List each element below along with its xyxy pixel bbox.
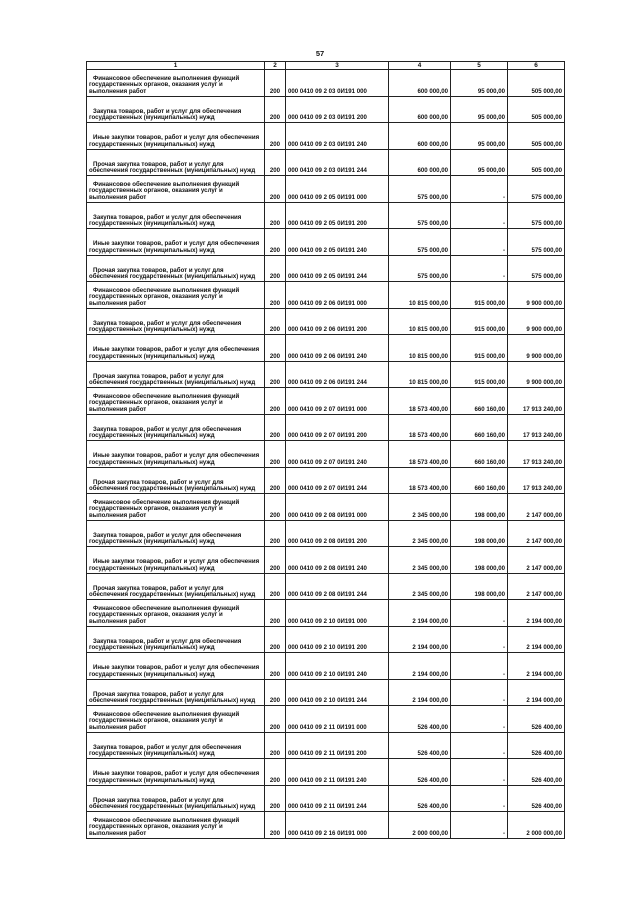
row-executed-cell: 95 000,00 [451, 123, 508, 150]
row-name-cell [87, 759, 265, 786]
row-code-cell: 200 [265, 308, 286, 335]
row-kbk-cell: 000 0410 09 2 03 0И191 200 [286, 96, 389, 123]
row-name-cell [87, 255, 265, 282]
row-plan-cell: 2 194 000,00 [389, 653, 451, 680]
page-number: 57 [315, 49, 325, 58]
column-header-plan: 4 [389, 62, 451, 70]
row-executed-cell: 915 000,00 [451, 282, 508, 309]
row-plan-cell: 526 400,00 [389, 706, 451, 733]
table-row [87, 520, 565, 547]
row-name-text: Закупка товаров, работ и услуг для обеспечения государственных (муниципальных) нужд [89, 213, 242, 228]
row-remainder-cell: 9 900 000,00 [508, 282, 565, 309]
row-plan-cell: 18 573 400,00 [389, 388, 451, 415]
table-row [87, 202, 565, 229]
table-row [87, 494, 565, 521]
row-remainder-cell: 2 147 000,00 [508, 494, 565, 521]
row-name-cell [87, 706, 265, 733]
row-code-cell: 200 [265, 759, 286, 786]
row-code-cell: 200 [265, 494, 286, 521]
row-kbk-cell: 000 0410 09 2 08 0И191 240 [286, 547, 389, 574]
row-name-text: Финансовое обеспечение выполнения функций государственных органов, оказания услуг и выполнения работ [89, 710, 240, 731]
row-remainder-cell: 575 000,00 [508, 255, 565, 282]
row-kbk-cell: 000 0410 09 2 07 0И191 000 [286, 388, 389, 415]
row-plan-cell: 575 000,00 [389, 255, 451, 282]
table-row [87, 335, 565, 362]
column-header-name: 1 [87, 62, 265, 70]
row-code-cell: 200 [265, 812, 286, 839]
row-name-text: Иные закупки товаров, работ и услуг для обеспечения государственных (муниципальных) нужд [89, 664, 260, 678]
row-executed-cell: 95 000,00 [451, 96, 508, 123]
row-name-text: Прочая закупка товаров, работ и услуг для обеспечения государственных (муниципальных) нужд [89, 478, 256, 493]
row-remainder-cell: 2 194 000,00 [508, 653, 565, 680]
row-code-cell: 200 [265, 785, 286, 812]
row-plan-cell: 18 573 400,00 [389, 467, 451, 494]
table-row [87, 255, 565, 282]
row-name-cell [87, 96, 265, 123]
row-code-cell: 200 [265, 626, 286, 653]
row-name-cell [87, 229, 265, 256]
row-remainder-cell: 575 000,00 [508, 202, 565, 229]
row-executed-cell: 660 160,00 [451, 441, 508, 468]
row-kbk-cell: 000 0410 09 2 05 0И191 240 [286, 229, 389, 256]
row-name-cell [87, 520, 265, 547]
row-name-cell [87, 494, 265, 521]
row-kbk-cell: 000 0410 09 2 07 0И191 240 [286, 441, 389, 468]
row-plan-cell: 18 573 400,00 [389, 441, 451, 468]
row-name-cell [87, 149, 265, 176]
row-executed-cell: 95 000,00 [451, 70, 508, 97]
row-kbk-cell: 000 0410 09 2 07 0И191 244 [286, 467, 389, 494]
row-kbk-cell: 000 0410 09 2 10 0И191 200 [286, 626, 389, 653]
row-name-text: Финансовое обеспечение выполнения функций государственных органов, оказания услуг и выполнения работ [89, 604, 240, 625]
row-name-text: Закупка товаров, работ и услуг для обеспечения государственных (муниципальных) нужд [89, 425, 242, 440]
row-plan-cell: 2 194 000,00 [389, 626, 451, 653]
row-kbk-cell: 000 0410 09 2 08 0И191 244 [286, 573, 389, 600]
row-executed-cell: - [451, 812, 508, 839]
row-code-cell: 200 [265, 732, 286, 759]
row-name-text: Финансовое обеспечение выполнения функций государственных органов, оказания услуг и выполнения работ [89, 286, 240, 307]
row-remainder-cell: 17 913 240,00 [508, 441, 565, 468]
row-remainder-cell: 9 900 000,00 [508, 361, 565, 388]
row-code-cell: 200 [265, 414, 286, 441]
row-code-cell: 200 [265, 361, 286, 388]
table-row [87, 600, 565, 627]
table-row [87, 96, 565, 123]
row-executed-cell: 198 000,00 [451, 547, 508, 574]
row-plan-cell: 526 400,00 [389, 785, 451, 812]
row-executed-cell: - [451, 706, 508, 733]
row-executed-cell: - [451, 653, 508, 680]
row-kbk-cell: 000 0410 09 2 06 0И191 240 [286, 335, 389, 362]
table-row [87, 732, 565, 759]
row-name-text: Иные закупки товаров, работ и услуг для обеспечения государственных (муниципальных) нужд [89, 346, 260, 360]
row-name-text: Финансовое обеспечение выполнения функций государственных органов, оказания услуг и выполнения работ [89, 498, 240, 519]
row-remainder-cell: 2 194 000,00 [508, 679, 565, 706]
row-code-cell: 200 [265, 573, 286, 600]
row-executed-cell: - [451, 732, 508, 759]
row-name-text: Прочая закупка товаров, работ и услуг для обеспечения государственных (муниципальных) нужд [89, 266, 256, 281]
table-row [87, 388, 565, 415]
table-row [87, 626, 565, 653]
row-name-cell [87, 388, 265, 415]
row-executed-cell: - [451, 626, 508, 653]
row-name-text: Иные закупки товаров, работ и услуг для обеспечения государственных (муниципальных) нужд [89, 240, 260, 254]
row-remainder-cell: 526 400,00 [508, 706, 565, 733]
row-code-cell: 200 [265, 600, 286, 627]
row-plan-cell: 526 400,00 [389, 759, 451, 786]
table-row [87, 759, 565, 786]
row-kbk-cell: 000 0410 09 2 07 0И191 200 [286, 414, 389, 441]
table-row [87, 679, 565, 706]
row-kbk-cell: 000 0410 09 2 11 0И191 000 [286, 706, 389, 733]
row-name-cell [87, 123, 265, 150]
row-plan-cell: 575 000,00 [389, 176, 451, 203]
table-row [87, 573, 565, 600]
row-kbk-cell: 000 0410 09 2 05 0И191 000 [286, 176, 389, 203]
row-code-cell: 200 [265, 653, 286, 680]
row-name-cell [87, 547, 265, 574]
row-plan-cell: 2 345 000,00 [389, 573, 451, 600]
row-name-cell [87, 70, 265, 97]
row-name-text: Закупка товаров, работ и услуг для обеспечения государственных (муниципальных) нужд [89, 743, 242, 758]
row-plan-cell: 10 815 000,00 [389, 308, 451, 335]
row-remainder-cell: 17 913 240,00 [508, 414, 565, 441]
row-remainder-cell: 2 147 000,00 [508, 520, 565, 547]
row-executed-cell: - [451, 229, 508, 256]
row-name-text: Финансовое обеспечение выполнения функций государственных органов, оказания услуг и выполнения работ [89, 392, 240, 413]
row-remainder-cell: 526 400,00 [508, 785, 565, 812]
row-executed-cell: - [451, 679, 508, 706]
row-name-cell [87, 626, 265, 653]
column-header-executed: 5 [451, 62, 508, 70]
row-plan-cell: 600 000,00 [389, 96, 451, 123]
row-name-cell [87, 202, 265, 229]
row-remainder-cell: 17 913 240,00 [508, 467, 565, 494]
row-code-cell: 200 [265, 96, 286, 123]
row-remainder-cell: 505 000,00 [508, 123, 565, 150]
row-kbk-cell: 000 0410 09 2 08 0И191 200 [286, 520, 389, 547]
row-executed-cell: 915 000,00 [451, 361, 508, 388]
row-name-text: Финансовое обеспечение выполнения функций государственных органов, оказания услуг и выполнения работ [89, 816, 240, 837]
row-remainder-cell: 505 000,00 [508, 149, 565, 176]
row-executed-cell: 95 000,00 [451, 149, 508, 176]
row-name-text: Прочая закупка товаров, работ и услуг для обеспечения государственных (муниципальных) нужд [89, 796, 256, 811]
row-remainder-cell: 17 913 240,00 [508, 388, 565, 415]
row-executed-cell: - [451, 785, 508, 812]
row-remainder-cell: 575 000,00 [508, 176, 565, 203]
row-executed-cell: 198 000,00 [451, 573, 508, 600]
table-row [87, 706, 565, 733]
row-code-cell: 200 [265, 441, 286, 468]
table-row [87, 229, 565, 256]
row-plan-cell: 2 345 000,00 [389, 547, 451, 574]
row-plan-cell: 600 000,00 [389, 70, 451, 97]
row-plan-cell: 2 345 000,00 [389, 520, 451, 547]
row-executed-cell: - [451, 759, 508, 786]
table-row [87, 653, 565, 680]
column-header-code: 2 [265, 62, 286, 70]
row-executed-cell: 660 160,00 [451, 467, 508, 494]
row-code-cell: 200 [265, 149, 286, 176]
row-remainder-cell: 526 400,00 [508, 759, 565, 786]
row-plan-cell: 10 815 000,00 [389, 282, 451, 309]
row-kbk-cell: 000 0410 09 2 11 0И191 244 [286, 785, 389, 812]
row-name-text: Прочая закупка товаров, работ и услуг для обеспечения государственных (муниципальных) нужд [89, 584, 256, 599]
row-executed-cell: - [451, 202, 508, 229]
table-row [87, 785, 565, 812]
row-executed-cell: - [451, 176, 508, 203]
row-remainder-cell: 2 194 000,00 [508, 600, 565, 627]
row-code-cell: 200 [265, 255, 286, 282]
row-name-cell [87, 573, 265, 600]
row-name-text: Прочая закупка товаров, работ и услуг для обеспечения государственных (муниципальных) нужд [89, 690, 256, 705]
row-kbk-cell: 000 0410 09 2 10 0И191 244 [286, 679, 389, 706]
row-executed-cell: 915 000,00 [451, 308, 508, 335]
row-name-cell [87, 176, 265, 203]
row-executed-cell: - [451, 255, 508, 282]
budget-execution-table [86, 61, 565, 839]
row-name-cell [87, 467, 265, 494]
row-name-cell [87, 282, 265, 309]
row-plan-cell: 10 815 000,00 [389, 361, 451, 388]
column-header-kbk: 3 [286, 62, 389, 70]
row-name-text: Финансовое обеспечение выполнения функций государственных органов, оказания услуг и выполнения работ [89, 180, 240, 201]
row-name-cell [87, 308, 265, 335]
row-code-cell: 200 [265, 467, 286, 494]
row-kbk-cell: 000 0410 09 2 11 0И191 240 [286, 759, 389, 786]
row-name-text: Прочая закупка товаров, работ и услуг для обеспечения государственных (муниципальных) нужд [89, 372, 256, 387]
row-name-text: Иные закупки товаров, работ и услуг для обеспечения государственных (муниципальных) нужд [89, 558, 260, 572]
column-header-remainder: 6 [508, 62, 565, 70]
row-kbk-cell: 000 0410 09 2 06 0И191 000 [286, 282, 389, 309]
row-name-cell [87, 361, 265, 388]
row-code-cell: 200 [265, 282, 286, 309]
row-kbk-cell: 000 0410 09 2 06 0И191 244 [286, 361, 389, 388]
row-name-text: Закупка товаров, работ и услуг для обеспечения государственных (муниципальных) нужд [89, 531, 242, 546]
row-name-text: Закупка товаров, работ и услуг для обеспечения государственных (муниципальных) нужд [89, 637, 242, 652]
row-name-cell [87, 600, 265, 627]
row-name-cell [87, 335, 265, 362]
row-plan-cell: 575 000,00 [389, 229, 451, 256]
row-plan-cell: 600 000,00 [389, 149, 451, 176]
table-row [87, 149, 565, 176]
table-row [87, 70, 565, 97]
row-code-cell: 200 [265, 520, 286, 547]
row-remainder-cell: 505 000,00 [508, 96, 565, 123]
row-kbk-cell: 000 0410 09 2 03 0И191 000 [286, 70, 389, 97]
row-kbk-cell: 000 0410 09 2 05 0И191 244 [286, 255, 389, 282]
row-remainder-cell: 2 147 000,00 [508, 547, 565, 574]
row-code-cell: 200 [265, 547, 286, 574]
row-plan-cell: 2 194 000,00 [389, 600, 451, 627]
row-kbk-cell: 000 0410 09 2 10 0И191 000 [286, 600, 389, 627]
row-kbk-cell: 000 0410 09 2 10 0И191 240 [286, 653, 389, 680]
row-code-cell: 200 [265, 388, 286, 415]
row-name-cell [87, 785, 265, 812]
table-row [87, 547, 565, 574]
table-row [87, 467, 565, 494]
row-plan-cell: 2 345 000,00 [389, 494, 451, 521]
row-remainder-cell: 9 900 000,00 [508, 335, 565, 362]
row-name-text: Закупка товаров, работ и услуг для обеспечения государственных (муниципальных) нужд [89, 319, 242, 334]
row-plan-cell: 10 815 000,00 [389, 335, 451, 362]
row-executed-cell: 660 160,00 [451, 414, 508, 441]
row-remainder-cell: 526 400,00 [508, 732, 565, 759]
table-row [87, 361, 565, 388]
row-name-cell [87, 732, 265, 759]
row-name-text: Финансовое обеспечение выполнения функций государственных органов, оказания услуг и выполнения работ [89, 74, 240, 95]
row-code-cell: 200 [265, 176, 286, 203]
row-plan-cell: 575 000,00 [389, 202, 451, 229]
row-kbk-cell: 000 0410 09 2 05 0И191 200 [286, 202, 389, 229]
row-name-cell [87, 414, 265, 441]
row-kbk-cell: 000 0410 09 2 03 0И191 240 [286, 123, 389, 150]
row-kbk-cell: 000 0410 09 2 11 0И191 200 [286, 732, 389, 759]
row-executed-cell: 660 160,00 [451, 388, 508, 415]
row-plan-cell: 600 000,00 [389, 123, 451, 150]
row-remainder-cell: 2 000 000,00 [508, 812, 565, 839]
row-name-cell [87, 653, 265, 680]
row-name-text: Иные закупки товаров, работ и услуг для обеспечения государственных (муниципальных) нужд [89, 770, 260, 784]
table-row [87, 176, 565, 203]
row-remainder-cell: 2 194 000,00 [508, 626, 565, 653]
row-remainder-cell: 575 000,00 [508, 229, 565, 256]
row-name-cell [87, 441, 265, 468]
row-code-cell: 200 [265, 679, 286, 706]
row-executed-cell: - [451, 600, 508, 627]
row-name-text: Иные закупки товаров, работ и услуг для обеспечения государственных (муниципальных) нужд [89, 134, 260, 148]
row-code-cell: 200 [265, 706, 286, 733]
row-code-cell: 200 [265, 123, 286, 150]
row-name-text: Иные закупки товаров, работ и услуг для обеспечения государственных (муниципальных) нужд [89, 452, 260, 466]
row-kbk-cell: 000 0410 09 2 06 0И191 200 [286, 308, 389, 335]
row-plan-cell: 526 400,00 [389, 732, 451, 759]
row-code-cell: 200 [265, 202, 286, 229]
row-kbk-cell: 000 0410 09 2 03 0И191 244 [286, 149, 389, 176]
table-row [87, 812, 565, 839]
row-kbk-cell: 000 0410 09 2 08 0И191 000 [286, 494, 389, 521]
row-remainder-cell: 505 000,00 [508, 70, 565, 97]
row-plan-cell: 2 194 000,00 [389, 679, 451, 706]
table-row [87, 441, 565, 468]
column-number-header-row [87, 62, 565, 70]
row-plan-cell: 18 573 400,00 [389, 414, 451, 441]
row-code-cell: 200 [265, 335, 286, 362]
table-row [87, 282, 565, 309]
row-name-text: Прочая закупка товаров, работ и услуг для обеспечения государственных (муниципальных) нужд [89, 160, 256, 175]
table-row [87, 308, 565, 335]
row-kbk-cell: 000 0410 09 2 16 0И191 000 [286, 812, 389, 839]
row-name-cell [87, 812, 265, 839]
row-name-cell [87, 679, 265, 706]
row-executed-cell: 198 000,00 [451, 494, 508, 521]
row-code-cell: 200 [265, 229, 286, 256]
table-row [87, 123, 565, 150]
row-code-cell: 200 [265, 70, 286, 97]
row-name-text: Закупка товаров, работ и услуг для обеспечения государственных (муниципальных) нужд [89, 107, 242, 122]
row-executed-cell: 915 000,00 [451, 335, 508, 362]
row-executed-cell: 198 000,00 [451, 520, 508, 547]
row-remainder-cell: 9 900 000,00 [508, 308, 565, 335]
row-remainder-cell: 2 147 000,00 [508, 573, 565, 600]
row-plan-cell: 2 000 000,00 [389, 812, 451, 839]
table-row [87, 414, 565, 441]
